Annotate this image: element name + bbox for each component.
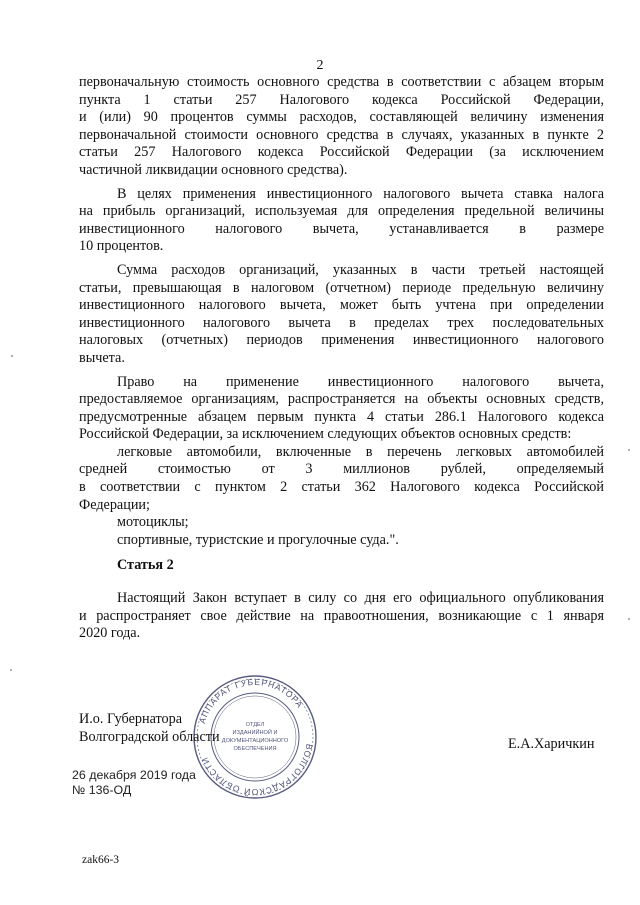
- article-2-body: [79, 590, 604, 643]
- scan-speck: [11, 355, 13, 357]
- stamp-center-text: ДОКУМЕНТАЦИОННОГО: [221, 738, 289, 744]
- paragraph-4: [79, 374, 604, 444]
- text-line: инвестиционного налогового вычета, может быть учтена при определении: [79, 297, 604, 314]
- text-line: предоставляемое организациям, распространяется на объекты основных средств,: [79, 391, 604, 408]
- text-line: частичной ликвидации основного средства).: [79, 161, 348, 178]
- text-line: инвестиционного налогового вычета, устанавливается в размере: [79, 220, 604, 237]
- text-line: Право на применение инвестиционного налогового вычета,: [117, 373, 604, 390]
- exclusion-list: [79, 444, 604, 550]
- text-line: статьи 257 Налогового кодекса Российской Федерации (за исключением: [79, 144, 604, 161]
- text-line: 10 процентов.: [79, 238, 164, 255]
- stamp-center-text: ОТДЕЛ: [245, 722, 265, 728]
- article-heading: Статья 2: [117, 557, 174, 573]
- text-line: вычета.: [79, 349, 125, 366]
- text-line: и (или) 90 процентов суммы расходов, составляющей величину изменения: [79, 109, 604, 126]
- law-number: № 136-ОД: [72, 783, 132, 797]
- text-line: первоначальную стоимость основного средства в соответствии с абзацем вторым: [79, 74, 604, 90]
- list-item-line: в соответствии с пунктом 2 статьи 362 Налогового кодекса Российской: [79, 479, 604, 496]
- document-body: [79, 74, 604, 549]
- signatory-position: И.о. Губернатора: [79, 711, 182, 727]
- list-item-line: средней стоимостью от 3 миллионов рублей, определяемый: [79, 461, 604, 478]
- stamp-center-text: ИЗДАНИЙНОЙ И: [232, 730, 278, 736]
- text-line: налоговых (отчетных) периодов применения инвестиционного налогового: [79, 332, 604, 349]
- text-line: Российской Федерации, за исключением следующих объектов основных средств:: [79, 426, 572, 443]
- text-line: первоначальной стоимости основного средства в случаях, указанных в пункте 2: [79, 126, 604, 143]
- list-item: мотоциклы;: [117, 514, 189, 531]
- text-line: статьи, превышающая в налоговом (отчетном) периоде предельную величину: [79, 279, 604, 296]
- scan-speck: [10, 669, 12, 671]
- signatory-region: Волгоградской области: [79, 729, 220, 745]
- list-item-line: Федерации;: [79, 496, 150, 513]
- signatory-name: Е.А.Харичкин: [508, 736, 595, 752]
- text-line: инвестиционного налогового вычета в пределах трех последовательных: [79, 314, 604, 331]
- text-line: Сумма расходов организаций, указанных в части третьей настоящей: [117, 261, 604, 278]
- document-code: zak66-3: [82, 854, 120, 866]
- text-line: пункта 1 статьи 257 Налогового кодекса Российской Федерации,: [79, 91, 604, 108]
- page-number: 2: [316, 58, 324, 73]
- law-date: 26 декабря 2019 года: [72, 768, 196, 782]
- paragraph-3: [79, 262, 604, 368]
- registration-block: [72, 768, 196, 798]
- scan-speck: [628, 449, 630, 451]
- paragraph-1: [79, 74, 604, 180]
- text-line: 2020 года.: [79, 625, 141, 642]
- stamp-center-text: ОБЕСПЕЧЕНИЯ: [233, 746, 277, 752]
- paragraph-2: [79, 186, 604, 256]
- list-item-line: легковые автомобили, включенные в перечень легковых автомобилей: [117, 443, 604, 460]
- list-item: спортивные, туристские и прогулочные суда.".: [117, 531, 399, 548]
- text-line: предусмотренные абзацем первым пункта 4 статьи 286.1 Налогового кодекса: [79, 408, 604, 425]
- stamp-ring-text: ВОЛГОГРАДСКОЙ ОБЛАСТИ: [199, 743, 315, 798]
- scan-speck: [628, 618, 630, 620]
- text-line: на прибыль организаций, используемая для определения предельной величины: [79, 203, 604, 220]
- text-line: и распространяет свое действие на правоотношения, возникающие с 1 января: [79, 607, 604, 624]
- text-line: Настоящий Закон вступает в силу со дня его официального опубликования: [117, 590, 604, 606]
- signatory-title: [79, 710, 220, 746]
- stamp-ring-text: АППАРАТ ГУБЕРНАТОРА: [196, 676, 306, 725]
- text-line: В целях применения инвестиционного налогового вычета ставка налога: [117, 185, 604, 202]
